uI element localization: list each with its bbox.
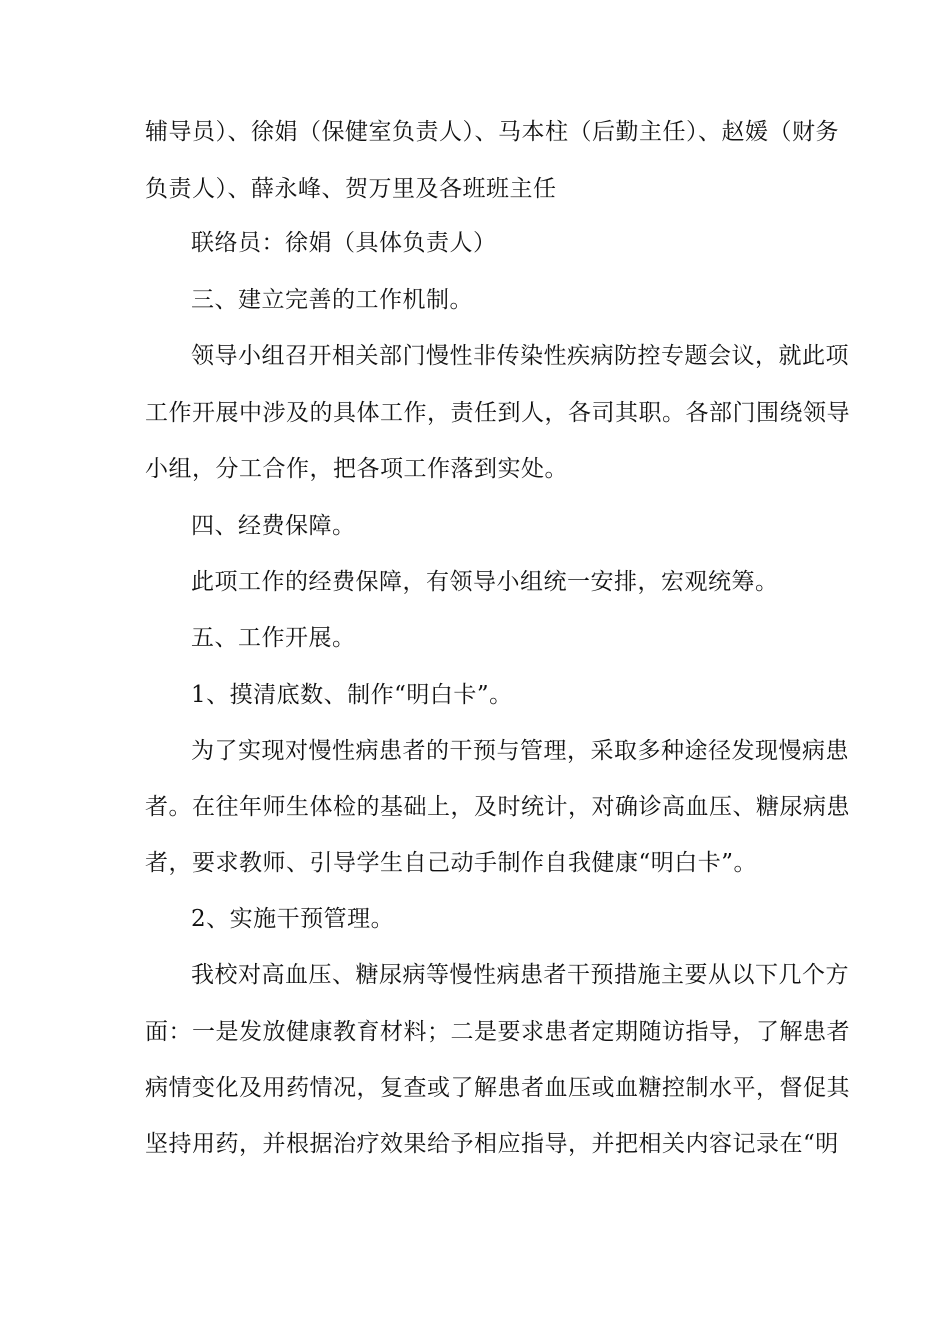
text-line-13: 者。在往年师生体检的基础上，及时统计，对确诊高血压、糖尿病患 — [145, 794, 850, 820]
text-line-16: 我校对高血压、糖尿病等慢性病患者干预措施主要从以下几个方 — [191, 962, 849, 988]
text-line-12: 为了实现对慢性病患者的干预与管理，采取多种途径发现慢病患 — [191, 738, 849, 764]
text-line-14: 者，要求教师、引导学生自己动手制作自我健康“明白卡”。 — [145, 850, 758, 876]
text-line-17: 面：一是发放健康教育材料；二是要求患者定期随访指导，了解患者 — [145, 1019, 850, 1045]
text-line-6: 工作开展中涉及的具体工作，责任到人，各司其职。各部门围绕领导 — [145, 400, 850, 426]
section-heading-4: 四、经费保障。 — [191, 513, 356, 539]
section-heading-3: 三、建立完善的工作机制。 — [191, 287, 473, 313]
subheading-2: 2、实施干预管理。 — [191, 906, 395, 932]
text-line-19: 坚持用药，并根据治疗效果给予相应指导，并把相关内容记录在“明 — [145, 1131, 839, 1157]
text-line-2: 负责人）、薛永峰、贺万里及各班班主任 — [145, 176, 557, 202]
text-line-7: 小组，分工合作，把各项工作落到实处。 — [145, 456, 568, 482]
text-line-1: 辅导员）、徐娟（保健室负责人）、马本柱（后勤主任）、赵媛（财务 — [145, 119, 839, 145]
text-line-9: 此项工作的经费保障，有领导小组统一安排，宏观统筹。 — [191, 569, 779, 595]
subheading-1: 1、摸清底数、制作“明白卡”。 — [191, 682, 513, 708]
text-line-3: 联络员：徐娟（具体负责人） — [191, 230, 497, 256]
text-line-18: 病情变化及用药情况，复查或了解患者血压或血糖控制水平，督促其 — [145, 1075, 850, 1101]
section-heading-5: 五、工作开展。 — [191, 625, 356, 651]
text-line-5: 领导小组召开相关部门慢性非传染性疾病防控专题会议，就此项 — [191, 343, 849, 369]
